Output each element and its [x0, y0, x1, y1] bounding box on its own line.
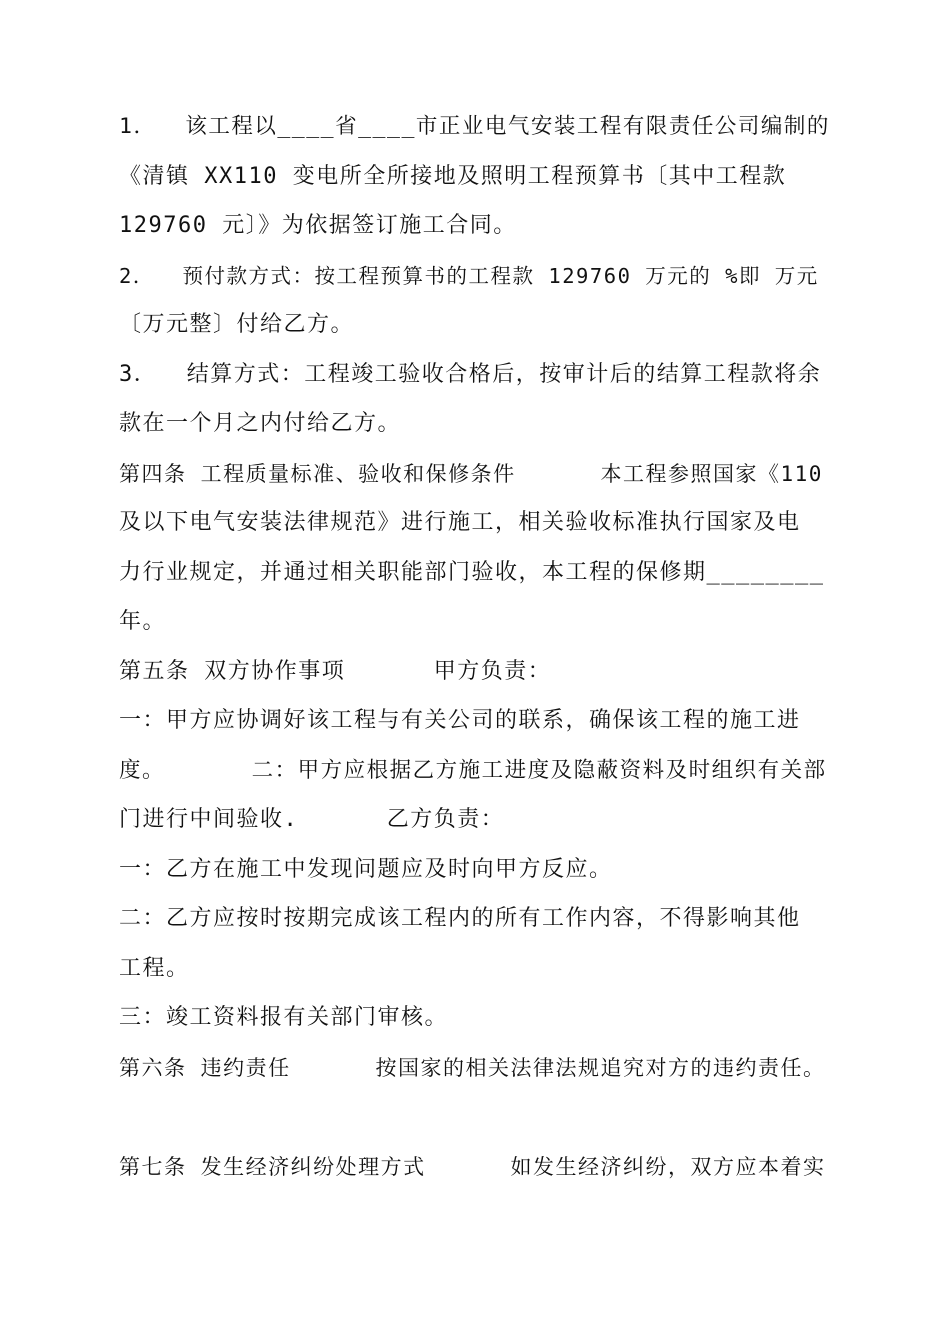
- text-line: 一：乙方在施工中发现问题应及时向甲方反应。: [119, 857, 613, 882]
- text-line: 一：甲方应协调好该工程与有关公司的联系，确保该工程的施工进: [119, 708, 801, 733]
- text-line: 二：乙方应按时按期完成该工程内的所有工作内容，不得影响其他: [119, 906, 801, 931]
- text-line: 〔万元整〕付给乙方。: [119, 312, 355, 337]
- text-line: 及以下电气安装法律规范》进行施工，相关验收标准执行国家及电: [119, 510, 801, 535]
- text-line: 力行业规定，并通过相关职能部门验收，本工程的保修期________: [119, 560, 825, 585]
- text-line: 度。 二：甲方应根据乙方施工进度及隐蔽资料及时组织有关部: [119, 758, 827, 783]
- text-line: 2． 预付款方式：按工程预算书的工程款 129760 万元的 %即 万元: [119, 264, 819, 288]
- text-line: 款在一个月之内付给乙方。: [119, 411, 402, 436]
- text-line: 1． 该工程以____省____市正业电气安装工程有限责任公司编制的: [119, 114, 830, 139]
- section-heading-line: 第四条 工程质量标准、验收和保修条件 本工程参照国家《110: [119, 462, 823, 486]
- text-line: 3． 结算方式：工程竣工验收合格后，按审计后的结算工程款将余: [119, 362, 822, 387]
- text-line: 129760 元〕》为依据签订施工合同。: [119, 213, 517, 238]
- text-line: 年。: [119, 609, 167, 634]
- text-line: 《清镇 XX110 变电所全所接地及照明工程预算书〔其中工程款: [119, 164, 787, 189]
- text-line: 门进行中间验收. 乙方负责：: [119, 807, 505, 832]
- section-heading-line: 第七条 发生经济纠纷处理方式 如发生经济纠纷，双方应本着实: [119, 1155, 826, 1179]
- text-line: 工程。: [119, 956, 190, 981]
- section-heading-line: 第五条 双方协作事项 甲方负责：: [119, 659, 552, 684]
- text-line: 三：竣工资料报有关部门审核。: [119, 1005, 449, 1030]
- section-heading-line: 第六条 违约责任 按国家的相关法律法规追究对方的违约责任。: [119, 1056, 826, 1080]
